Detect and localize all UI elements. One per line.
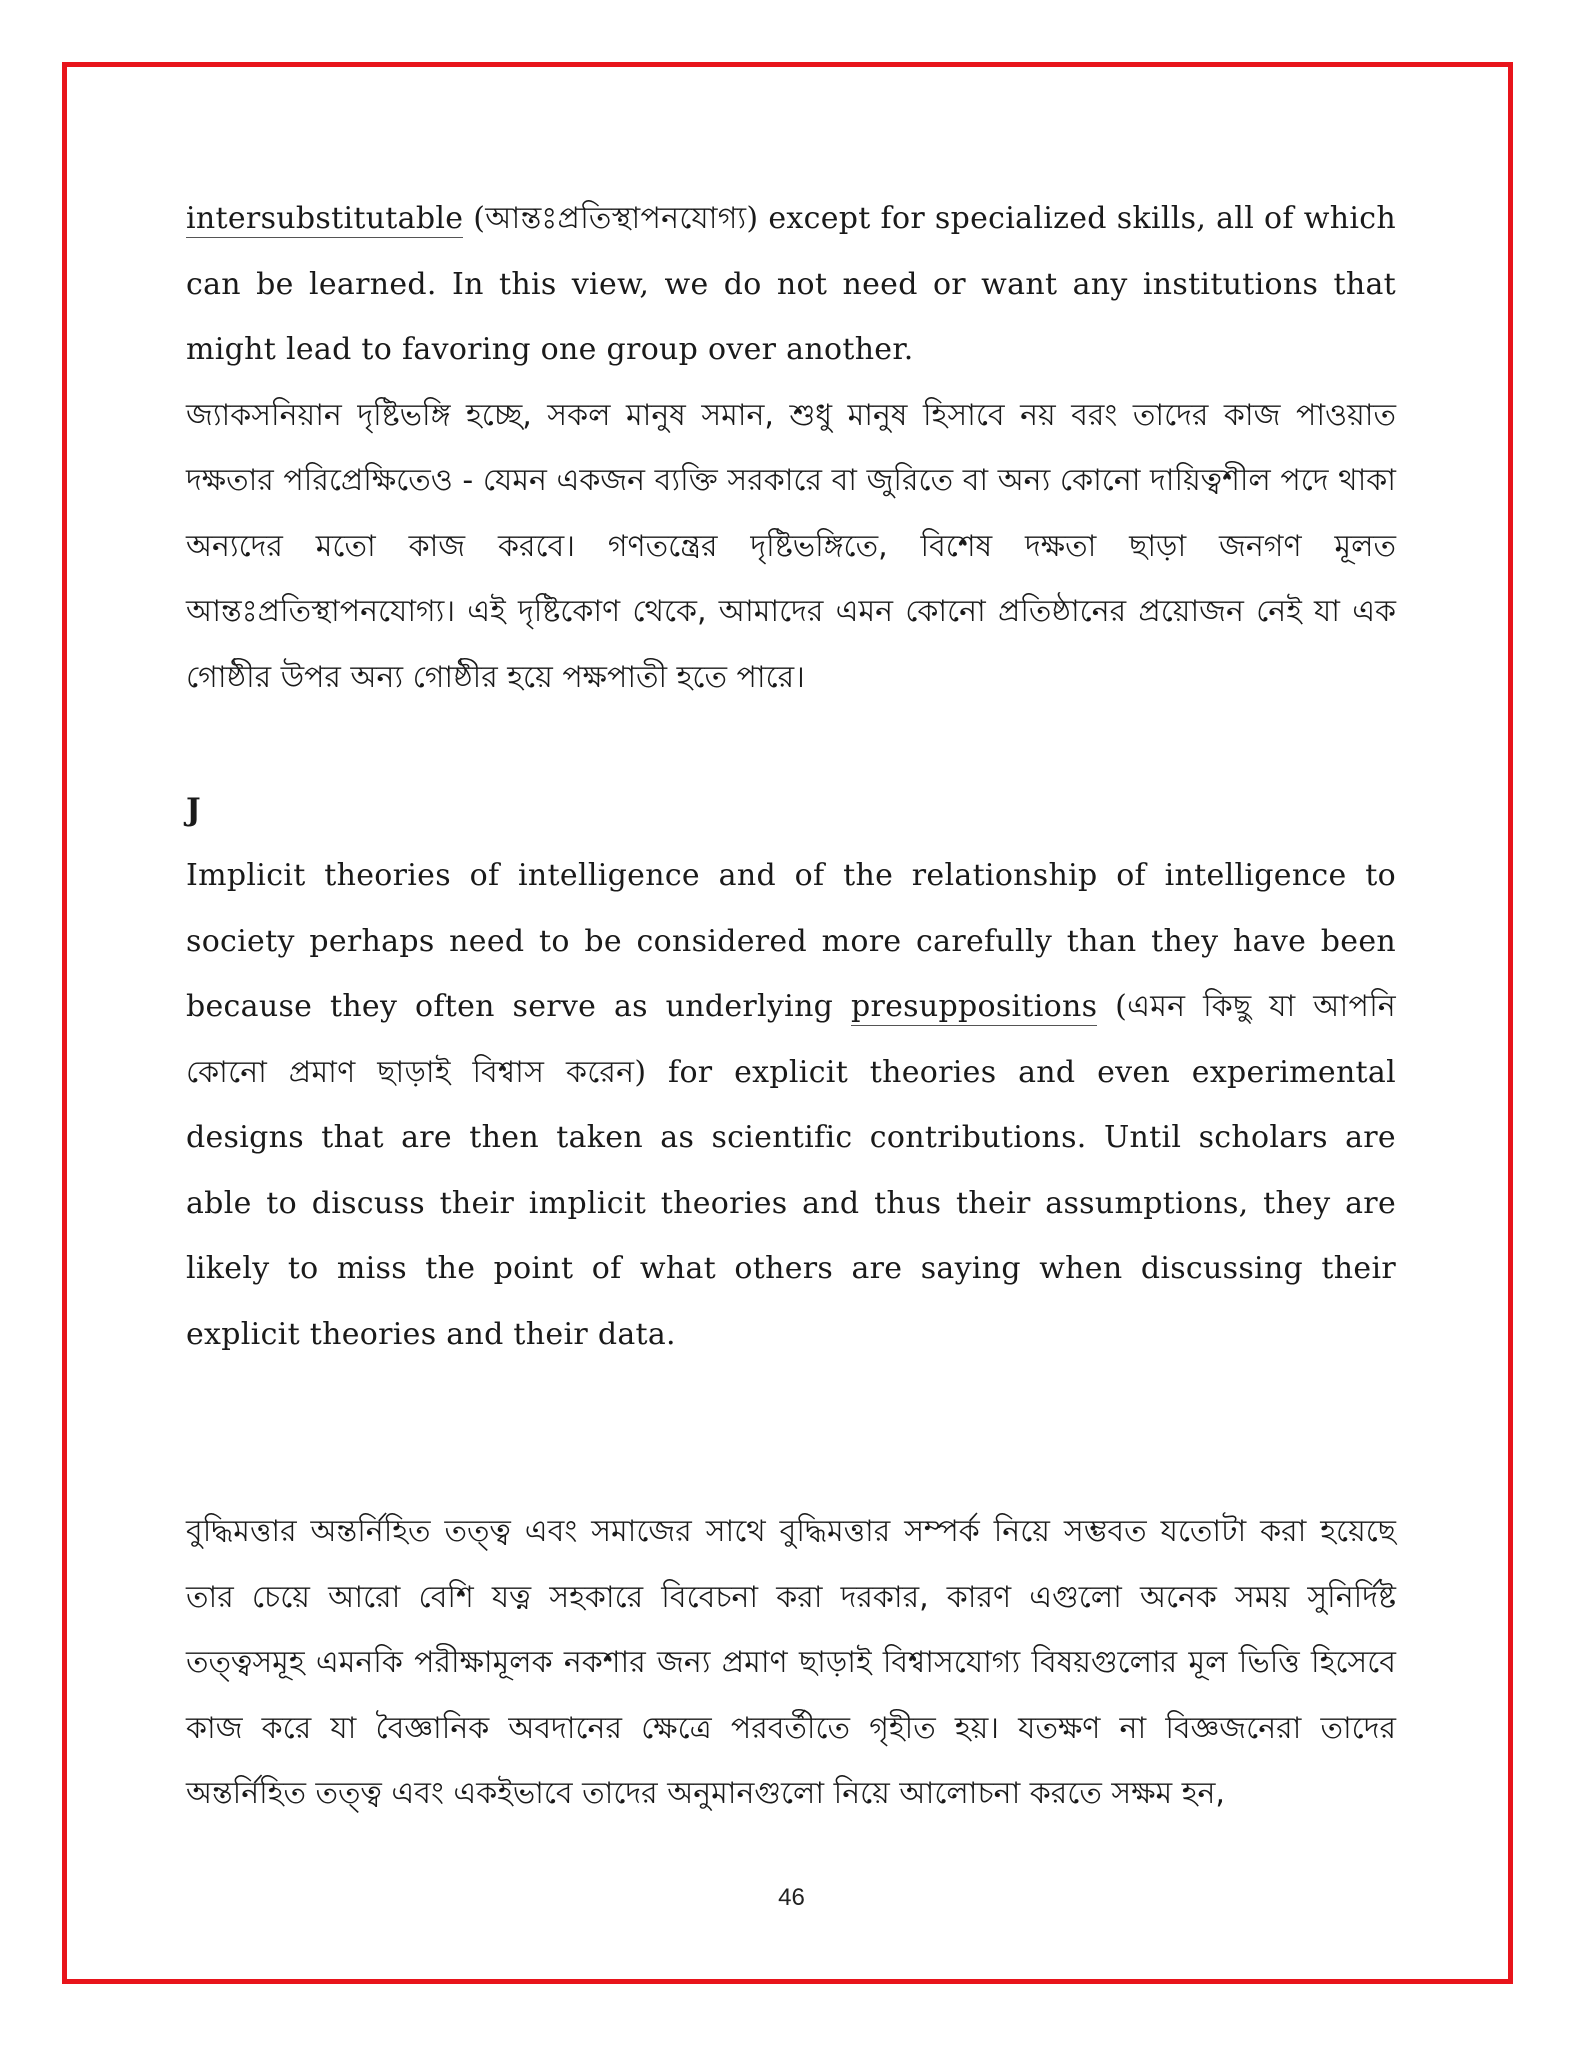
english-paragraph-2-start: Implicit theories of intelligence and of the relationship of intelligence to society perhaps need to be considered more carefully than they have been because they often serve as underlying (186, 858, 1396, 1024)
english-paragraph-1-text: (আন্তঃপ্রতিস্থাপনযোগ্য) except for specialized skills, all of which can be learned. In this view, we do not need or want any institutions that might lead to favoring one group over another. (186, 201, 1396, 367)
english-paragraph-2-end: (এমন কিছু যা আপনি কোনো প্রমাণ ছাড়াই বিশ্বাস করেন) for explicit theories and even experimental designs that are then taken as scientific contributions. Until scholars are able to discuss their implicit theories and thus their assumptions, they are likely to miss the point of what others are saying when discussing their explicit theories and their data. (186, 989, 1396, 1352)
glossary-term-presuppositions: presuppositions (850, 989, 1098, 1024)
page-content (186, 186, 1396, 1827)
glossary-term-intersubstitutable: intersubstitutable (186, 201, 464, 236)
spacer (186, 1367, 1396, 1499)
bengali-paragraph-1: জ্যাকসনিয়ান দৃষ্টিভঙ্গি হচ্ছে, সকল মানুষ সমান, শুধু মানুষ হিসাবে নয় বরং তাদের কাজ পাওয়াত দক্ষতার পরিপ্রেক্ষিতেও - যেমন একজন ব্যক্তি সরকারে বা জুরিতে বা অন্য কোনো দায়িত্বশীল পদে থাকা অন্যদের মতো কাজ করবে। গণতন্ত্রের দৃষ্টিভঙ্গিতে, বিশেষ দক্ষতা ছাড়া জনগণ মূলত আন্তঃপ্রতিস্থাপনযোগ্য। এই দৃষ্টিকোণ থেকে, আমাদের এমন কোনো প্রতিষ্ঠানের প্রয়োজন নেই যা এক গোষ্ঠীর উপর অন্য গোষ্ঠীর হয়ে পক্ষপাতী হতে পারে। (186, 397, 1396, 695)
bengali-paragraph-2: বুদ্ধিমত্তার অন্তর্নিহিত তত্ত্ব এবং সমাজের সাথে বুদ্ধিমত্তার সম্পর্ক নিয়ে সম্ভবত যতোটা করা হয়েছে তার চেয়ে আরো বেশি যত্ন সহকারে বিবেচনা করা দরকার, কারণ এগুলো অনেক সময় সুনির্দিষ্ট তত্ত্বসমূহ এমনকি পরীক্ষামূলক নকশার জন্য প্রমাণ ছাড়াই বিশ্বাসযোগ্য বিষয়গুলোর মূল ভিত্তি হিসেবে কাজ করে যা বৈজ্ঞানিক অবদানের ক্ষেত্রে পরবর্তীতে গৃহীত হয়। যতক্ষণ না বিজ্ঞজনেরা তাদের অন্তর্নিহিত তত্ত্ব এবং একইভাবে তাদের অনুমানগুলো নিয়ে আলোচনা করতে সক্ষম হন, (186, 1514, 1396, 1811)
section-heading: J (186, 792, 201, 828)
page-number: 46 (778, 1884, 805, 1911)
english-paragraph-1 (186, 186, 1396, 383)
spacer (186, 710, 1396, 778)
english-paragraph-2 (186, 843, 1396, 1367)
